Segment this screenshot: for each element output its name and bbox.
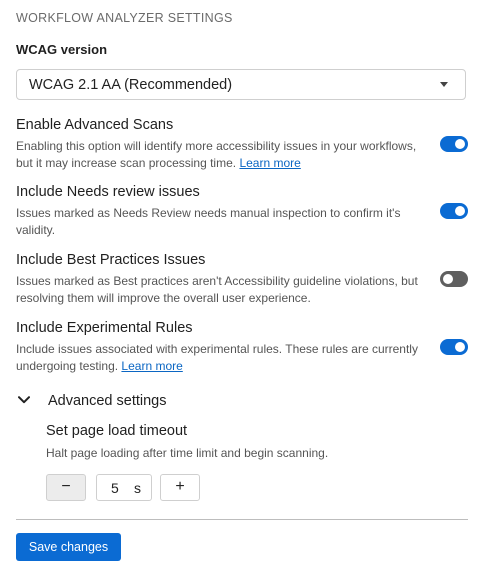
toggle-knob — [455, 342, 465, 352]
plus-icon: + — [175, 478, 185, 495]
toggle-knob — [455, 139, 465, 149]
option-title: Include Experimental Rules — [16, 320, 193, 336]
minus-icon: − — [61, 478, 71, 495]
wcag-version-value: WCAG 2.1 AA (Recommended) — [29, 77, 233, 93]
advanced-settings-label: Advanced settings — [48, 393, 167, 409]
option-title: Include Needs review issues — [16, 184, 200, 200]
advanced-scans-toggle[interactable] — [440, 136, 468, 152]
option-description: Enabling this option will identify more accessibility issues in your workflows, but it may increase scan processing time. Learn more — [16, 139, 417, 170]
option-description: Issues marked as Needs Review needs manual inspection to confirm it's validity. — [16, 206, 401, 237]
learn-more-link[interactable]: Learn more — [239, 156, 301, 170]
needs-review-toggle[interactable] — [440, 203, 468, 219]
page-load-timeout-description: Halt page loading after time limit and begin scanning. — [46, 446, 329, 460]
timeout-value: 5 — [111, 480, 119, 496]
option-title: Enable Advanced Scans — [16, 117, 174, 133]
section-title: WORKFLOW ANALYZER SETTINGS — [16, 11, 233, 25]
divider — [16, 519, 468, 520]
page-load-timeout-title: Set page load timeout — [46, 423, 188, 439]
best-practices-toggle[interactable] — [440, 271, 468, 287]
option-title: Include Best Practices Issues — [16, 252, 206, 268]
option-description: Include issues associated with experimental rules. These rules are currently undergoing testing. Learn more — [16, 342, 418, 373]
timeout-value-field[interactable] — [96, 474, 152, 501]
wcag-version-label: WCAG version — [16, 42, 108, 57]
decrement-button[interactable] — [46, 474, 86, 501]
chevron-down-icon — [18, 396, 30, 404]
save-changes-button[interactable]: Save changes — [16, 533, 121, 561]
timeout-unit: s — [134, 480, 141, 496]
toggle-knob — [455, 206, 465, 216]
learn-more-link[interactable]: Learn more — [121, 359, 183, 373]
increment-button[interactable] — [160, 474, 200, 501]
toggle-knob — [443, 274, 453, 284]
option-description: Issues marked as Best practices aren't Accessibility guideline violations, but resolving them will improve the overall user experience. — [16, 274, 418, 305]
wcag-version-select[interactable] — [16, 69, 466, 100]
caret-down-icon — [440, 82, 448, 87]
experimental-rules-toggle[interactable] — [440, 339, 468, 355]
